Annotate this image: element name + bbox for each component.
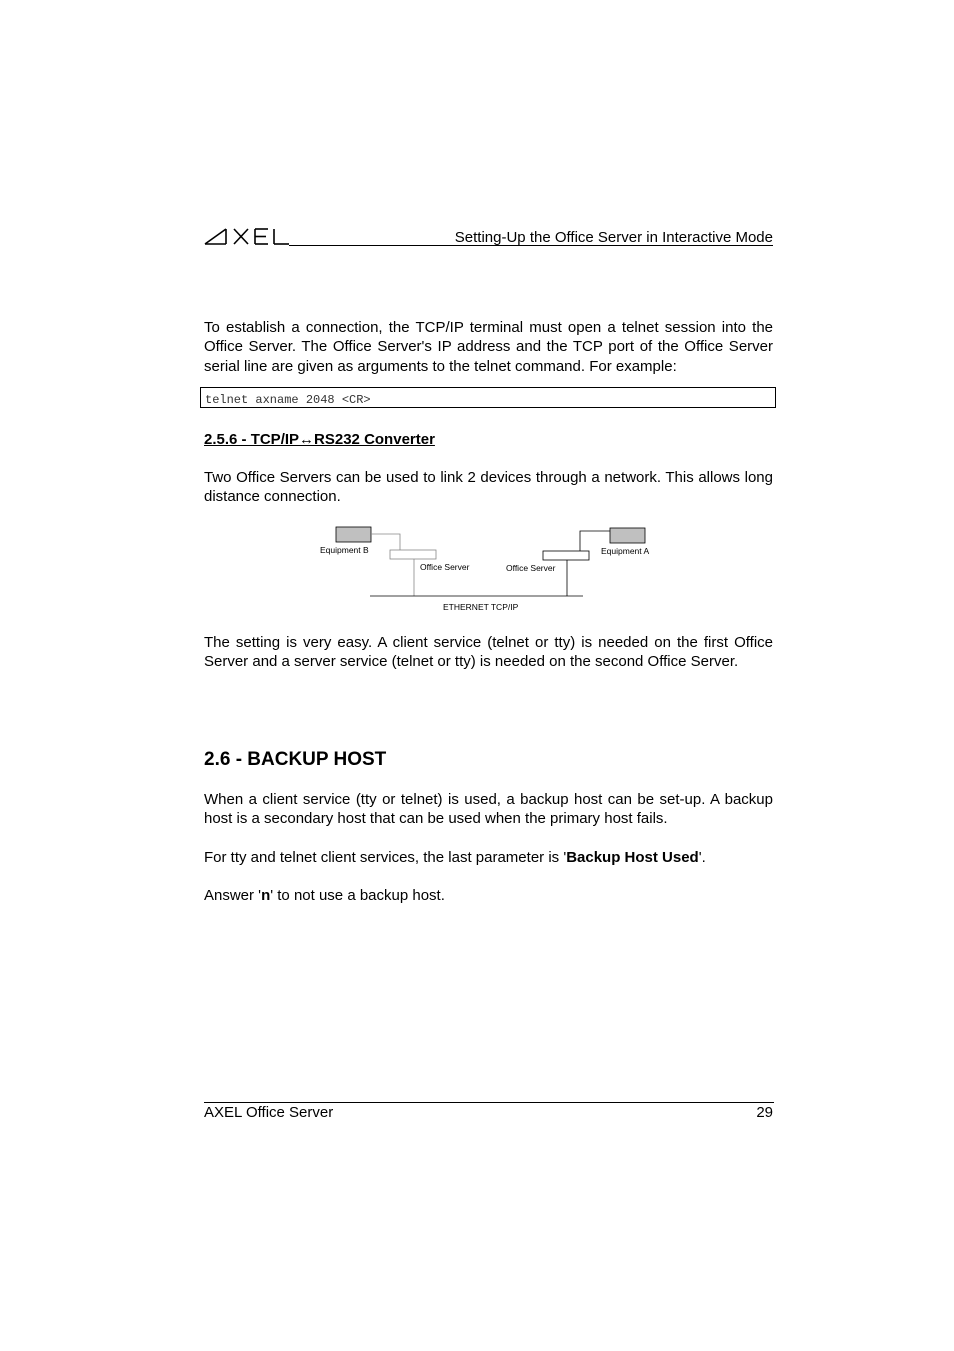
equipment-b-box	[336, 527, 371, 542]
backup-p3-bold: n	[261, 887, 271, 904]
header-divider	[289, 245, 773, 246]
office-server-left-label: Office Server	[420, 562, 470, 572]
backup-p3-prefix: Answer '	[204, 887, 262, 904]
backup-p2-prefix: For tty and telnet client services, the last parameter is '	[204, 849, 567, 866]
office-server-right-label: Office Server	[506, 563, 556, 573]
code-example: telnet axname 2048 <CR>	[205, 393, 371, 407]
intro-paragraph: To establish a connection, the TCP/IP terminal must open a telnet session into the Office Server. The Office Server's IP address and the TCP port of the Office Server serial line are given as arguments to the telnet command. For example:	[204, 319, 773, 375]
converter-paragraph-1: Two Office Servers can be used to link 2 devices through a network. This allows long distance connection.	[204, 469, 773, 506]
axel-logo-graphic	[204, 226, 290, 246]
code-example-box	[200, 387, 776, 408]
office-server-right-box	[543, 551, 589, 560]
backup-host-heading: 2.6 - BACKUP HOST	[204, 749, 387, 770]
page-number: 29	[756, 1104, 773, 1121]
backup-p2-suffix: '.	[698, 849, 706, 866]
footer-divider	[204, 1102, 774, 1103]
converter-heading: 2.5.6 - TCP/IP↔RS232 Converter	[204, 431, 435, 448]
network-diagram	[310, 520, 660, 620]
equipment-a-box	[610, 528, 645, 543]
axel-logo	[204, 226, 290, 246]
footer-product-name: AXEL Office Server	[204, 1104, 334, 1121]
equipment-a-label: Equipment A	[601, 546, 650, 556]
office-server-left-box	[390, 550, 436, 559]
backup-p2-bold: Backup Host Used	[566, 849, 699, 866]
equipment-b-label: Equipment B	[320, 545, 369, 555]
network-diagram-svg	[310, 520, 660, 620]
converter-paragraph-2: The setting is very easy. A client service (telnet or tty) is needed on the first Office Server and a server service (telnet or tty) is needed on the second Office Server.	[204, 634, 773, 671]
backup-paragraph-2	[204, 848, 773, 867]
backup-p3-suffix: ' to not use a backup host.	[270, 887, 445, 904]
ethernet-label: ETHERNET TCP/IP	[443, 602, 519, 612]
backup-paragraph-3	[204, 886, 773, 905]
backup-paragraph-1: When a client service (tty or telnet) is used, a backup host can be set-up. A backup host is a secondary host that can be used when the primary host fails.	[204, 791, 773, 828]
page-header-title: Setting-Up the Office Server in Interactive Mode	[454, 229, 773, 246]
